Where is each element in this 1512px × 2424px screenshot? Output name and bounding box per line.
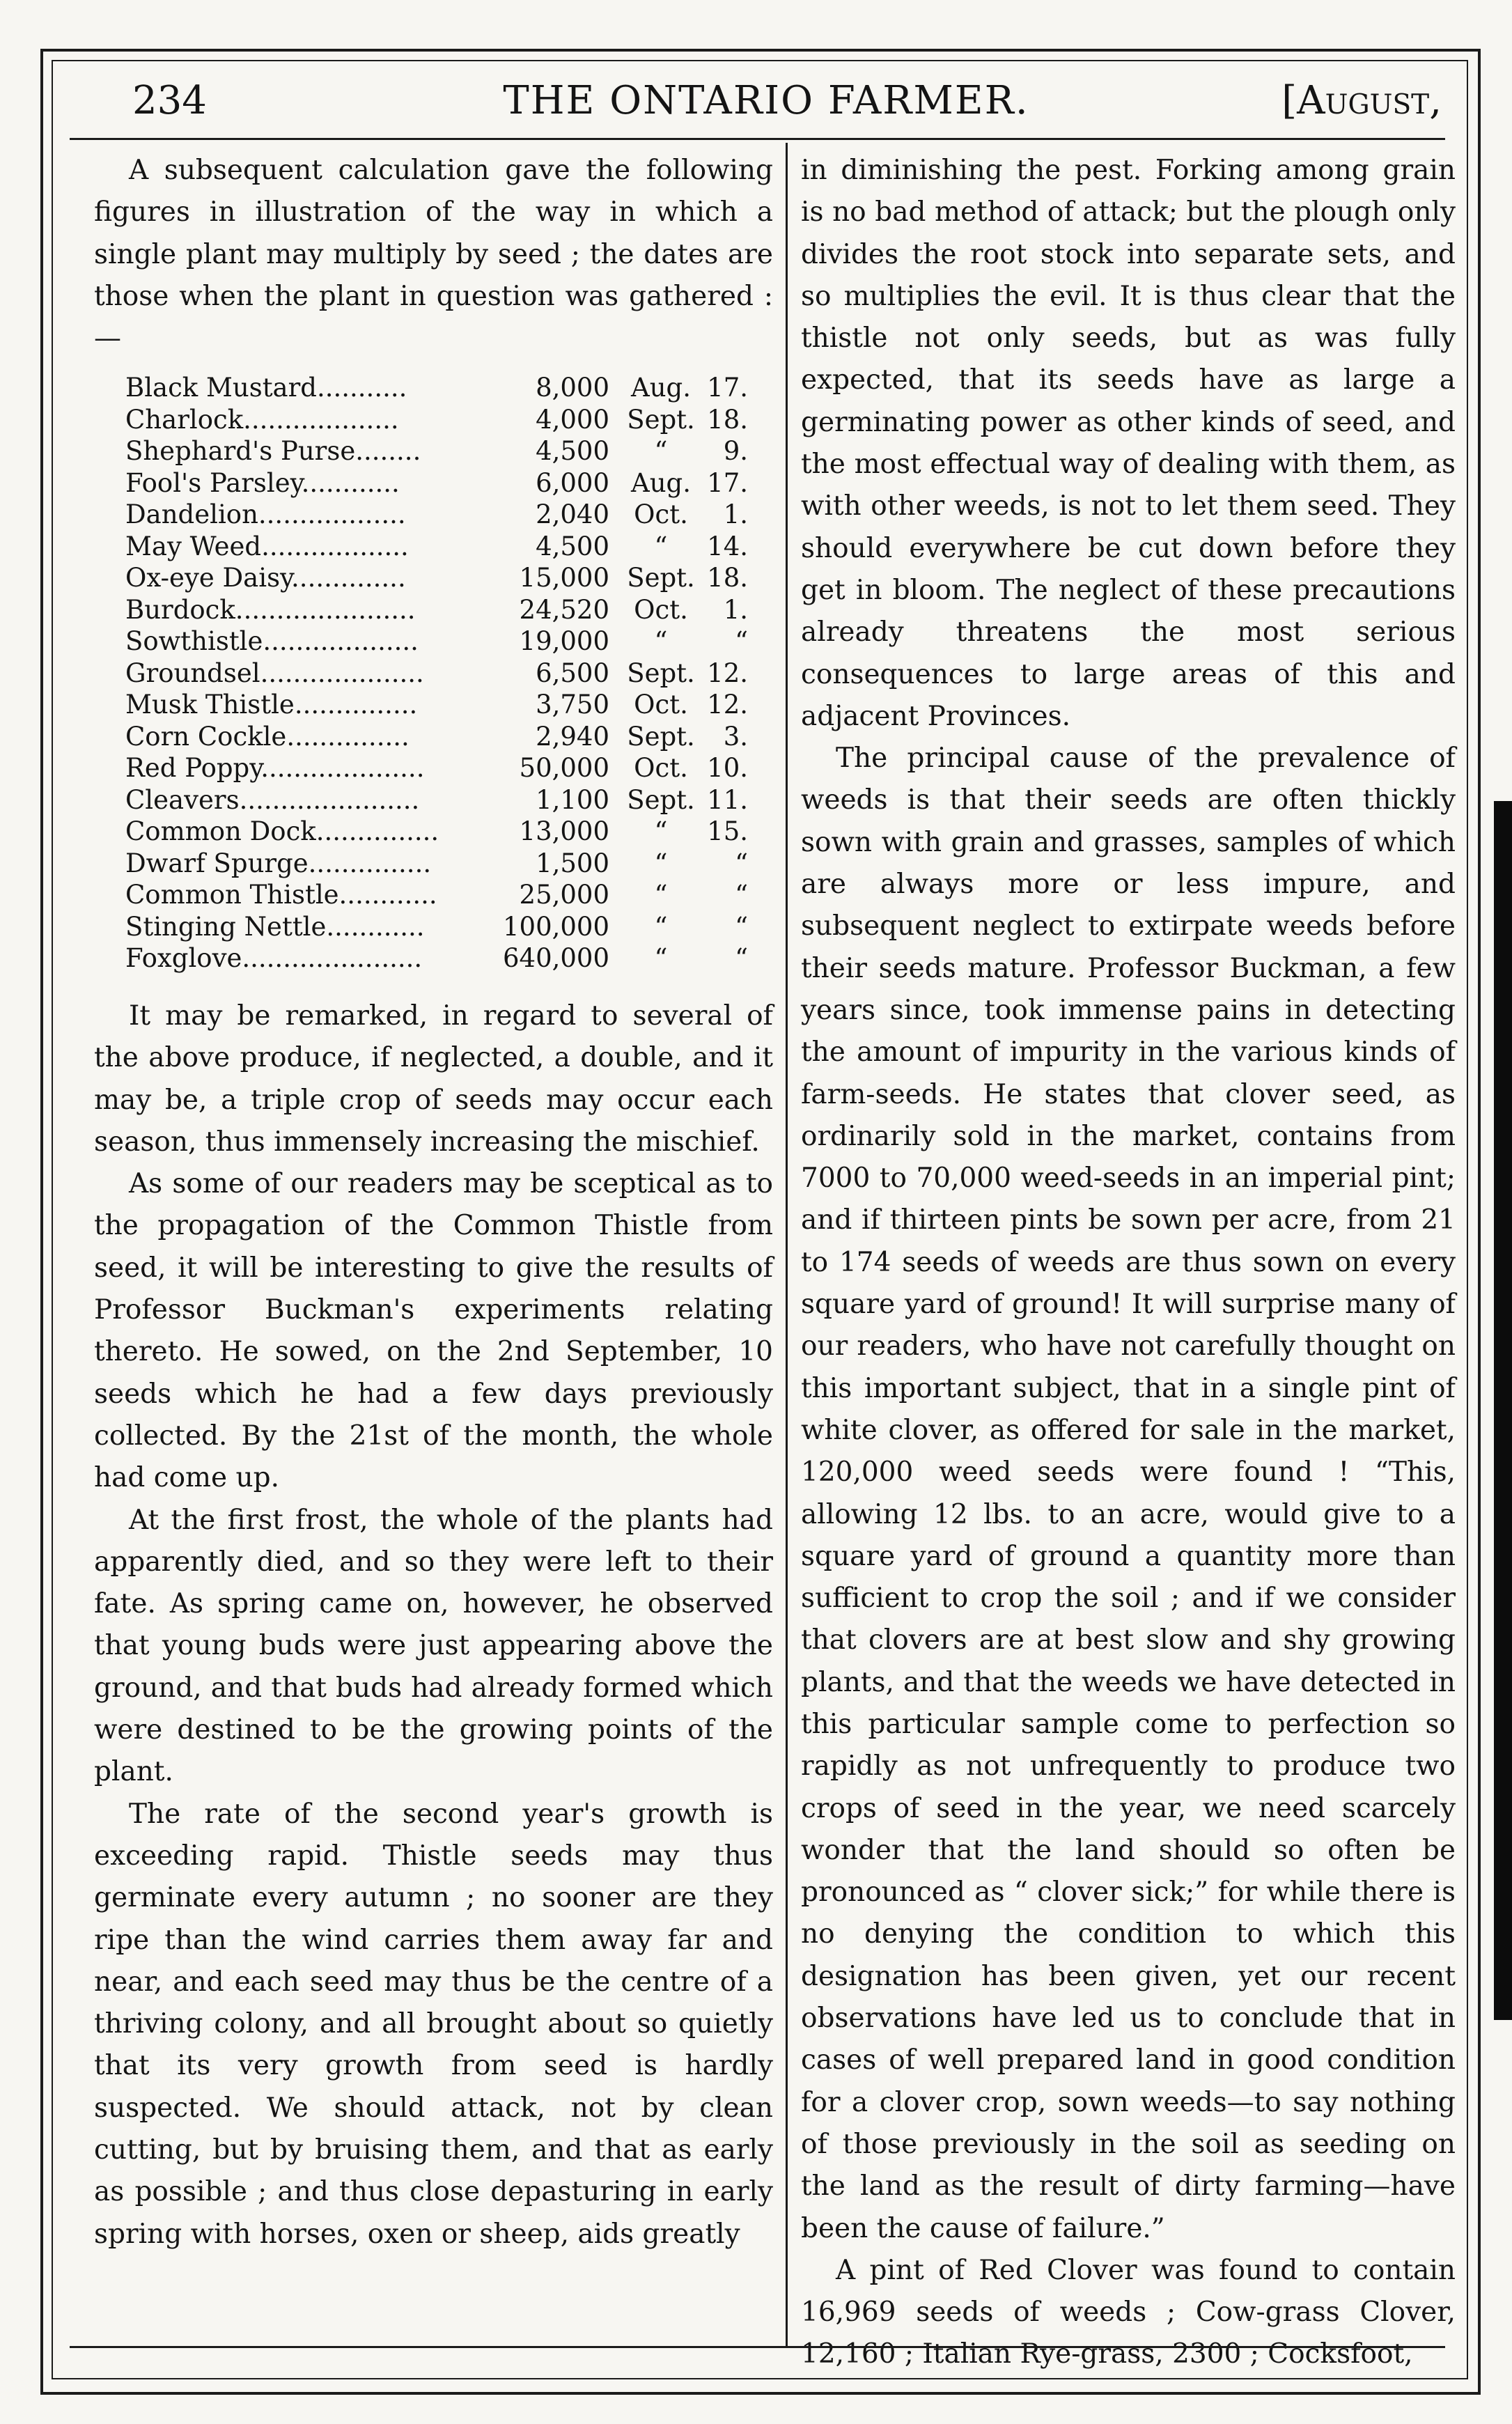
gather-day: 18. bbox=[707, 563, 748, 593]
table-row bbox=[125, 816, 748, 848]
seed-count: 24,520 bbox=[519, 594, 609, 625]
weed-name: Groundsel.................... bbox=[125, 658, 424, 688]
weed-name: Charlock................... bbox=[125, 404, 399, 435]
table-row bbox=[125, 499, 748, 531]
gather-month: Sept. bbox=[627, 721, 695, 752]
seed-count: 4,500 bbox=[536, 531, 609, 561]
weed-name: Stinging Nettle............ bbox=[125, 911, 425, 942]
gather-day: “ bbox=[735, 911, 748, 942]
seed-count: 25,000 bbox=[519, 880, 609, 910]
gather-month: Sept. bbox=[627, 563, 695, 593]
gather-month: “ bbox=[654, 880, 668, 910]
table-row bbox=[125, 911, 748, 943]
gather-month: Aug. bbox=[631, 373, 691, 403]
table-row bbox=[125, 721, 748, 753]
gather-month: “ bbox=[654, 436, 668, 467]
seed-count: 2,940 bbox=[536, 721, 609, 752]
seed-count: 2,040 bbox=[536, 499, 609, 530]
table-row bbox=[125, 752, 748, 784]
gather-month: “ bbox=[654, 911, 668, 942]
seed-count: 1,500 bbox=[536, 848, 609, 878]
paragraph: A pint of Red Clover was found to contain 16,969 seeds of weeds ; Cow-grass Clover, 12,160 ; Italian Rye-grass, 2300 ; Cocksfoot, bbox=[801, 2254, 1456, 2370]
seed-count: 8,000 bbox=[536, 373, 609, 403]
left-column bbox=[94, 150, 773, 2255]
gather-month: Sept. bbox=[627, 658, 695, 688]
table-row bbox=[125, 594, 748, 626]
binding-edge-shadow bbox=[1494, 801, 1512, 2020]
right-column bbox=[801, 150, 1456, 2376]
table-row bbox=[125, 435, 748, 467]
gather-month: Sept. bbox=[627, 784, 695, 815]
paragraph: As some of our readers may be sceptical as to the propagation of the Common Thistle from seed, it will be interesting to give the results of Professor Buckman's experiments relating thereto. He sowed, on the 2nd September, 10 seeds which he had a few days previously collected. By the 21st of the month, the whole had come up. bbox=[94, 1168, 773, 1494]
table-row bbox=[125, 784, 748, 816]
gather-day: 11. bbox=[707, 784, 748, 815]
column-divider bbox=[786, 143, 788, 2347]
footer-rule bbox=[70, 2346, 1445, 2348]
seed-count: 6,500 bbox=[536, 658, 609, 688]
seed-count: 50,000 bbox=[519, 753, 609, 784]
paragraph: It may be remarked, in regard to several of the above produce, if neglected, a double, and it may be, a triple crop of seeds may occur each season, thus immensely increasing the mischief. bbox=[94, 1000, 773, 1158]
gather-day: “ bbox=[735, 626, 748, 657]
gather-day: 10. bbox=[707, 753, 748, 784]
weed-name: Fool's Parsley............ bbox=[125, 467, 400, 498]
continued-paragraph: in diminishing the pest. Forking among grain is no bad method of attack; but the plough only divides the root stock into separate sets, and so multiplies the evil. It is thus clear that the thistle not only seeds, but as was fully expected, that its seeds have as large a germinating power as other kinds of seed, and the most effectual way of dealing with them, as with other weeds, is not to let them seed. They should everywhere be cut down before they get in bloom. The neglect of these precautions already threatens the most serious consequences to large areas of this and adjacent Provinces. bbox=[801, 155, 1456, 732]
weed-name: Black Mustard........... bbox=[125, 373, 407, 403]
paragraph: The rate of the second year's growth is exceeding rapid. Thistle seeds may thus germinate every autumn ; no sooner are they ripe than the wind carries them away far and near, and each seed may thus be the centre of a thriving colony, and all brought about so quietly that its very growth from seed is hardly suspected. We should attack, not by clean cutting, but by bruising them, and that as early as possible ; and thus close depasturing in early spring with horses, oxen or sheep, aids greatly bbox=[94, 1798, 773, 2250]
table-row bbox=[125, 467, 748, 499]
gather-day: 15. bbox=[707, 816, 748, 847]
gather-month: “ bbox=[654, 943, 668, 974]
weed-name: Foxglove...................... bbox=[125, 943, 423, 974]
gather-month: Oct. bbox=[634, 753, 688, 784]
running-month: [August, bbox=[1281, 78, 1442, 123]
weed-name: Shephard's Purse........ bbox=[125, 436, 421, 467]
weed-name: Common Dock............... bbox=[125, 816, 439, 847]
gather-day: 12. bbox=[707, 690, 748, 720]
page-number: 234 bbox=[132, 78, 207, 123]
gather-month: Sept. bbox=[627, 404, 695, 435]
table-row bbox=[125, 404, 748, 436]
table-row bbox=[125, 658, 748, 690]
paragraph: The principal cause of the prevalence of weeds is that their seeds are often thickly sown with grain and grasses, samples of which are always more or less impure, and subsequent neglect to extirpate weeds before their seeds mature. Professor Buckman, a few years since, took immense pains in detecting the amount of impurity in the various kinds of farm-seeds. He states that clover seed, as ordinarily sold in the market, contains from 7000 to 70,000 weed-seeds in an imperial pint; and if thirteen pints be sown per acre, from 21 to 174 seeds of weeds are thus sown on every square yard of ground! It will surprise many of our readers, who have not carefully thought on this important subject, that in a single pint of white clover, as offered for sale in the market, 120,000 weed seeds were found ! “This, allowing 12 lbs. to an acre, would give to a square yard of ground a quantity more than sufficient to crop the soil ; and if we consider that clovers are at best slow and shy growing plants, and that the weeds we have detected in this particular sample come to perfection so rapidly as not unfrequently to produce two crops of seed in the year, we need scarcely wonder that the land should so often be pronounced as “ clover sick;” for while there is no denying the condition to which this designation has been given, yet our recent observations have led us to conclude that in cases of well prepared land in good condition for a clover crop, sown weeds—to say nothing of those previously in the soil as seeding on the land as the result of dirty farming—have been the cause of failure.” bbox=[801, 743, 1456, 2244]
table-row bbox=[125, 372, 748, 404]
gather-month: Oct. bbox=[634, 690, 688, 720]
weed-name: Dwarf Spurge............... bbox=[125, 848, 432, 878]
seed-count: 4,000 bbox=[536, 404, 609, 435]
gather-month: “ bbox=[654, 848, 668, 878]
weed-name: Musk Thistle............... bbox=[125, 690, 418, 720]
gather-month: “ bbox=[654, 626, 668, 657]
seed-count: 6,000 bbox=[536, 467, 609, 498]
table-row bbox=[125, 562, 748, 594]
seed-count: 100,000 bbox=[502, 911, 609, 942]
gather-day: “ bbox=[735, 943, 748, 974]
weed-name: Ox-eye Daisy.............. bbox=[125, 563, 406, 593]
intro-paragraph: A subsequent calculation gave the following figures in illustration of the way in which a single plant may multiply by seed ; the dates are those when the plant in question was gathered :— bbox=[94, 155, 773, 355]
seed-count: 13,000 bbox=[519, 816, 609, 847]
weed-name: Red Poppy.................... bbox=[125, 753, 425, 784]
gather-month: Oct. bbox=[634, 499, 688, 530]
gather-day: 12. bbox=[707, 658, 748, 688]
gather-month: Oct. bbox=[634, 594, 688, 625]
gather-day: 14. bbox=[707, 531, 748, 561]
weed-name: Burdock...................... bbox=[125, 594, 416, 625]
running-title: THE ONTARIO FARMER. bbox=[503, 78, 1029, 123]
gather-day: 9. bbox=[723, 436, 748, 467]
weed-name: Corn Cockle............... bbox=[125, 721, 410, 752]
weed-name: Sowthistle................... bbox=[125, 626, 419, 657]
gather-month: “ bbox=[654, 531, 668, 561]
table-row bbox=[125, 879, 748, 911]
seed-count: 3,750 bbox=[536, 690, 609, 720]
table-row bbox=[125, 942, 748, 974]
table-row bbox=[125, 848, 748, 880]
weed-seed-table bbox=[125, 372, 748, 974]
weed-name: Cleavers...................... bbox=[125, 784, 420, 815]
table-row bbox=[125, 531, 748, 563]
gather-day: 3. bbox=[723, 721, 748, 752]
weed-name: May Weed.................. bbox=[125, 531, 409, 561]
gather-day: “ bbox=[735, 880, 748, 910]
seed-count: 1,100 bbox=[536, 784, 609, 815]
gather-month: “ bbox=[654, 816, 668, 847]
gather-day: 1. bbox=[723, 499, 748, 530]
page-header bbox=[84, 70, 1449, 132]
seed-count: 15,000 bbox=[519, 563, 609, 593]
gather-month: Aug. bbox=[631, 467, 691, 498]
gather-day: 18. bbox=[707, 404, 748, 435]
gather-day: 17. bbox=[707, 373, 748, 403]
seed-count: 4,500 bbox=[536, 436, 609, 467]
seed-count: 640,000 bbox=[502, 943, 609, 974]
seed-count: 19,000 bbox=[519, 626, 609, 657]
weed-name: Common Thistle............ bbox=[125, 880, 437, 910]
gather-day: 17. bbox=[707, 467, 748, 498]
weed-name: Dandelion.................. bbox=[125, 499, 406, 530]
paragraph: At the first frost, the whole of the plants had apparently died, and so they were left to their fate. As spring came on, however, he observed that young buds were just appearing above the ground, and that buds had already formed which were destined to be the growing points of the plant. bbox=[94, 1504, 773, 1788]
gather-day: 1. bbox=[723, 594, 748, 625]
table-row bbox=[125, 689, 748, 721]
gather-day: “ bbox=[735, 848, 748, 878]
table-row bbox=[125, 626, 748, 658]
header-rule bbox=[70, 138, 1445, 140]
